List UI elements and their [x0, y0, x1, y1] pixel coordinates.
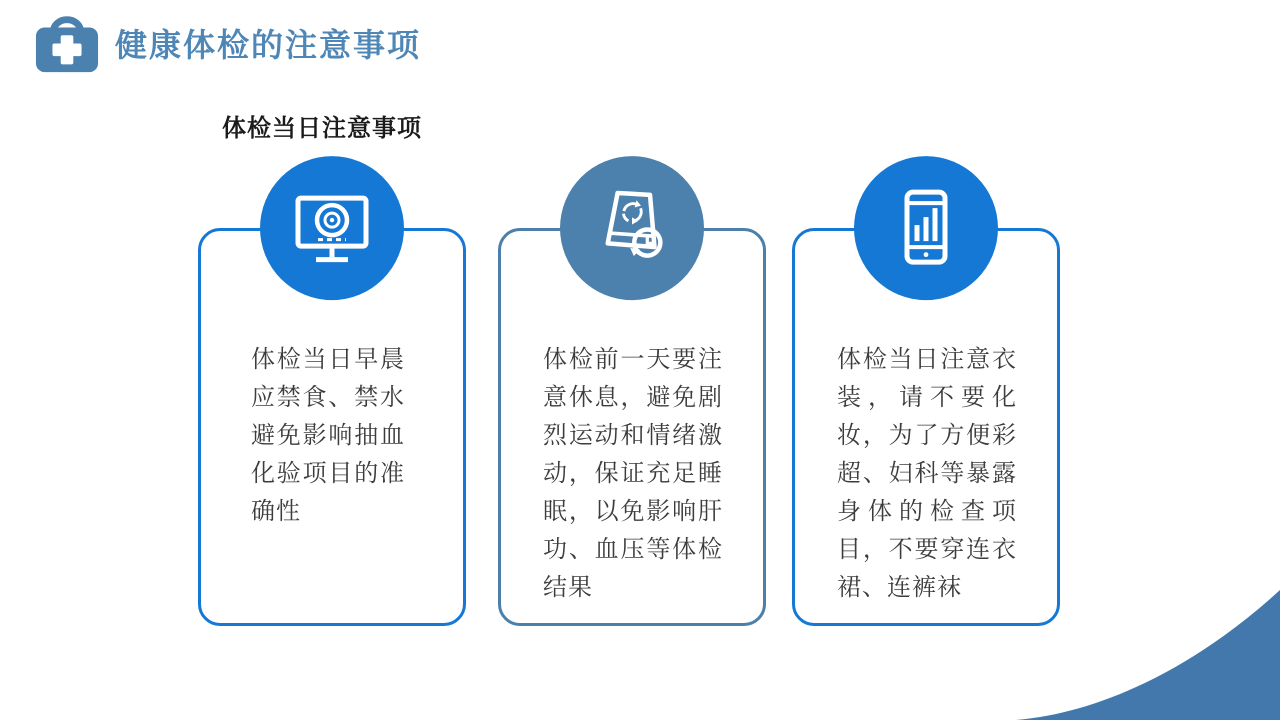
note-card-2-text: 体检前一天要注意休息，避免剧烈运动和情绪激动，保证充足睡眠，以免影响肝功、血压等体检结果: [543, 347, 723, 601]
note-card-3: [792, 228, 1060, 626]
section-title: 体检当日注意事项: [222, 116, 422, 142]
smartphone-chart-icon: [854, 156, 998, 300]
note-card-3-text: 体检当日注意衣装，请不要化妆，为了方便彩超、妇科等暴露身体的检查项目，不要穿连衣裙、连裤袜: [837, 347, 1017, 601]
slide-title: 健康体检的注意事项: [115, 27, 422, 63]
note-card-1: [198, 228, 466, 626]
monitor-webcam-icon: [260, 156, 404, 300]
slide-header: [34, 10, 421, 76]
note-card-2: [498, 228, 766, 626]
medical-kit-icon: [34, 10, 100, 76]
device-history-icon: [560, 156, 704, 300]
note-card-1-text: 体检当日早晨应禁食、禁水避免影响抽血化验项目的准确性: [251, 347, 405, 525]
